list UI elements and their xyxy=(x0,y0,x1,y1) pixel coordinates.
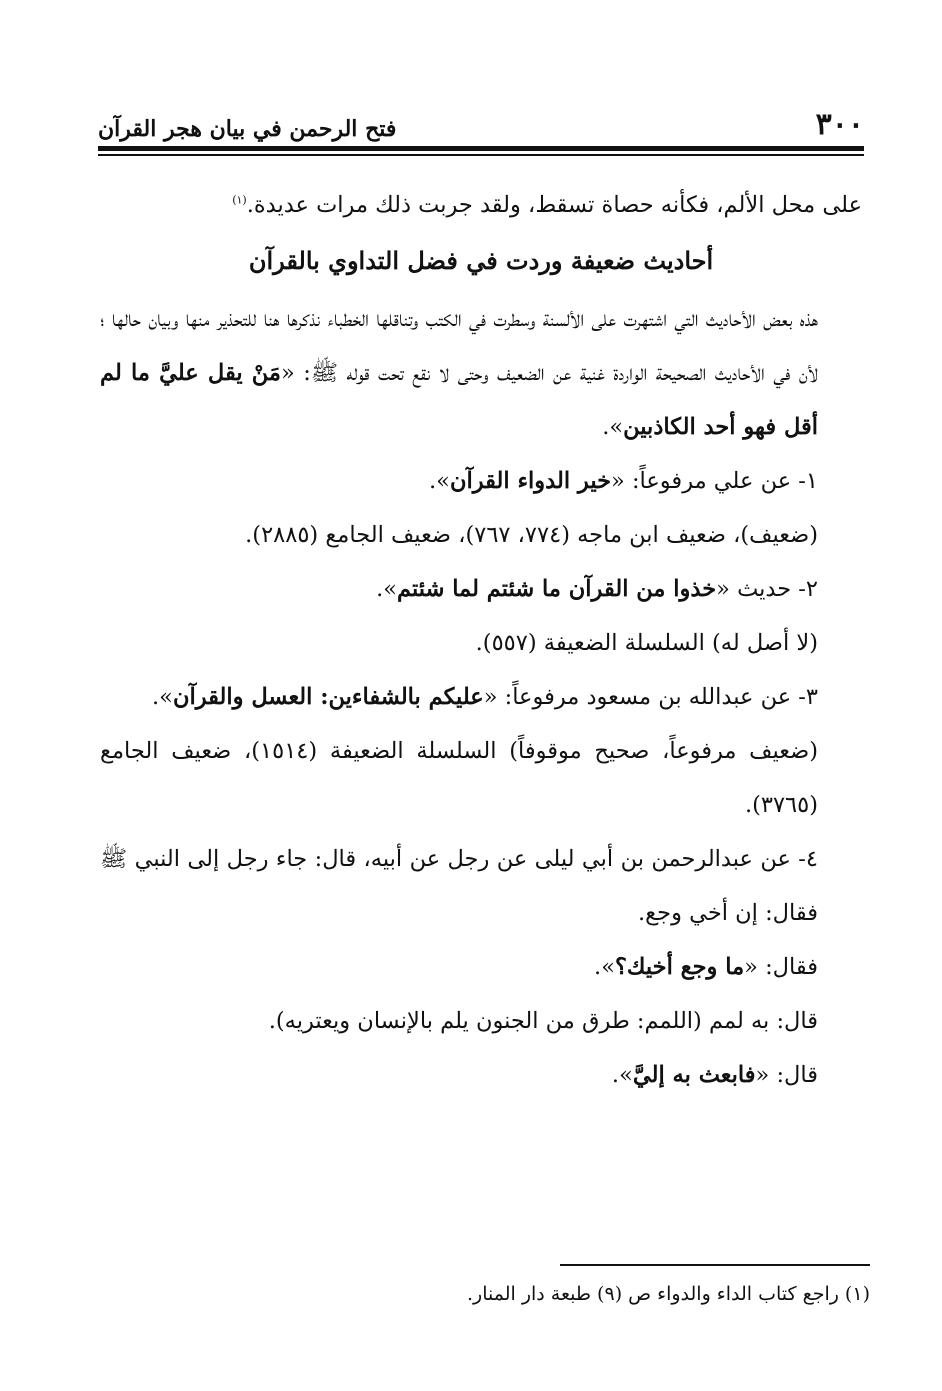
opening-line: على محل الألم، فكأنه حصاة تسقط، ولقد جربت ذلك مرات عديدة.$^{(١)}$ xyxy=(232,192,862,218)
body-text xyxy=(100,178,862,1102)
hadith-1-grade: (ضعيف)، ضعيف ابن ماجه (٧٧٤، ٧٦٧)، ضعيف الجامع (٢٨٨٥). xyxy=(245,522,818,548)
footnote: (١) راجع كتاب الداء والدواء ص (٩) طبعة دار المنار. xyxy=(467,1283,870,1305)
hadith-4-line-4: قال: «فابعث به إليَّ». xyxy=(611,1062,818,1088)
hadith-2: ٢- حديث «خذوا من القرآن ما شئتم لما شئتم». xyxy=(376,576,818,602)
header-rule-thin xyxy=(98,154,864,156)
hadith-4-line-3: قال: به لمم (اللمم: طرق من الجنون يلم بالإنسان ويعتريه). xyxy=(268,1008,818,1034)
hadith-quote: خير الدواء القرآن xyxy=(449,468,612,494)
hadith-3-grade: (ضعيف مرفوعاً، صحيح موقوفاً) السلسلة الضعيفة (١٥١٤)، ضعيف الجامع (٣٧٦٥). xyxy=(100,738,819,818)
hadith-quote: خذوا من القرآن ما شئتم لما شئتم xyxy=(397,576,717,602)
hadith-quote: فابعث به إليَّ xyxy=(632,1062,756,1088)
hadith-4-line-2: فقال: «ما وجع أخيك؟». xyxy=(594,954,818,980)
hadith-4: ٤- عن عبدالرحمن بن أبي ليلى عن رجل عن أبيه، قال: جاء رجل إلى النبي ﷺ فقال: إن أخي وجع. xyxy=(100,846,818,926)
hadith-3: ٣- عن عبدالله بن مسعود مرفوعاً: «عليكم بالشفاءين: العسل والقرآن». xyxy=(152,684,818,710)
hadith-1: ١- عن علي مرفوعاً: «خير الدواء القرآن». xyxy=(429,468,818,494)
running-title: فتح الرحمن في بيان هجر القرآن xyxy=(98,116,397,142)
hadith-quote: عليكم بالشفاءين: العسل والقرآن xyxy=(172,684,484,710)
footnote-rule xyxy=(560,1264,870,1266)
footnote-marker: (١) xyxy=(232,193,247,207)
hadith-quote: مَنْ يقل عليَّ ما لم أقل فهو أحد الكاذبين xyxy=(100,360,818,440)
page-header xyxy=(98,102,864,142)
page-number: ٣٠٠ xyxy=(815,107,864,142)
header-rule-thick xyxy=(98,146,864,151)
intro-paragraph: هذه بعض الأحاديث التي اشتهرت على الألسنة وسطرت في الكتب وتناقلها الخطباء نذكرها هنا للتحذير منها وبيان حالها ؛ لأن في الأحاديث الصحيحة الواردة غنية عن الضعيف وحتى لا نقع تحت قوله ﷺ: «مَنْ يقل عليَّ ما لم أقل فهو أحد الكاذبين». xyxy=(100,306,818,440)
hadith-2-grade: (لا أصل له) السلسلة الضعيفة (٥٥٧). xyxy=(475,630,818,656)
section-heading: أحاديث ضعيفة وردت في فضل التداوي بالقرآن xyxy=(248,246,714,275)
hadith-quote: ما وجع أخيك؟ xyxy=(614,954,745,980)
